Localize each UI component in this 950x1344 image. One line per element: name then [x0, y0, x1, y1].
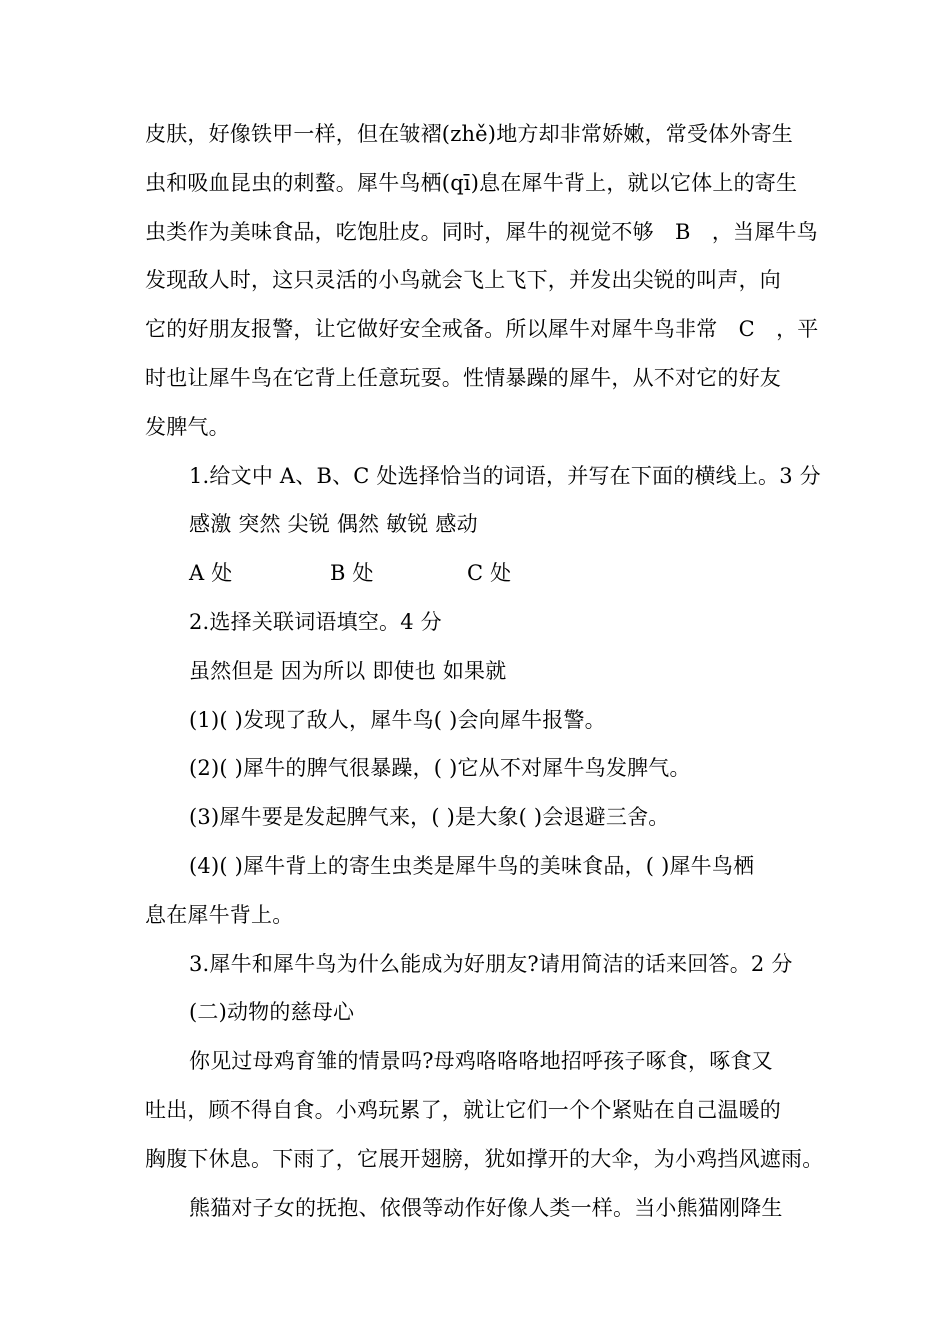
passage-line: 虫和吸血昆虫的刺螯。犀牛鸟栖(qī)息在犀牛背上，就以它体上的寄生 [145, 170, 798, 195]
question-1-prompt: 1.给文中 A、B、C 处选择恰当的词语，并写在下面的横线上。3 分 [189, 463, 821, 488]
question-2-prompt: 2.选择关联词语填空。4 分 [189, 609, 442, 634]
question-2-item-2: (2)( )犀牛的脾气很暴躁，( )它从不对犀牛鸟发脾气。 [189, 756, 691, 781]
question-3-prompt: 3.犀牛和犀牛鸟为什么能成为好朋友?请用简洁的话来回答。2 分 [189, 951, 793, 976]
paragraph-line: 你见过母鸡育雏的情景吗?母鸡咯咯咯地招呼孩子啄食，啄食又 [189, 1049, 773, 1074]
question-2-item-4-continued: 息在犀牛背上。 [145, 902, 294, 927]
question-2-item-4: (4)( )犀牛背上的寄生虫类是犀牛鸟的美味食品，( )犀牛鸟栖 [189, 853, 755, 878]
passage-line: 发脾气。 [145, 414, 230, 439]
passage-line: 时也让犀牛鸟在它背上任意玩耍。性情暴躁的犀牛，从不对它的好友 [145, 365, 781, 390]
paragraph-line: 吐出，顾不得自食。小鸡玩累了，就让它们一个个紧贴在自己温暖的 [145, 1097, 781, 1122]
document-body [145, 110, 824, 1232]
paragraph-line: 熊猫对子女的抚抱、依偎等动作好像人类一样。当小熊猫刚降生 [189, 1195, 783, 1220]
paragraph-line: 胸腹下休息。下雨了，它展开翅膀，犹如撑开的大伞，为小鸡挡风遮雨。 [145, 1146, 824, 1171]
question-2-item-3: (3)犀牛要是发起脾气来，( )是大象( )会退避三舍。 [189, 805, 670, 830]
passage-line: 它的好朋友报警，让它做好安全戒备。所以犀牛对犀牛鸟非常 C ，平 [145, 317, 819, 342]
question-1-answer-row [145, 549, 810, 598]
passage-line: 皮肤，好像铁甲一样，但在皱褶(zhě)地方却非常娇嫩，常受体外寄生 [145, 122, 793, 146]
answer-c-label: C 处 [467, 561, 512, 586]
passage-line: 发现敌人时，这只灵活的小鸟就会飞上飞下，并发出尖锐的叫声，向 [145, 268, 781, 293]
question-1-choices: 感激 突然 尖锐 偶然 敏锐 感动 [189, 512, 478, 537]
question-2-item-1: (1)( )发现了敌人，犀牛鸟( )会向犀牛报警。 [189, 707, 606, 732]
answer-b-label: B 处 [330, 561, 374, 586]
question-2-choices: 虽然但是 因为所以 即使也 如果就 [189, 658, 507, 683]
passage-line: 虫类作为美味食品，吃饱肚皮。同时，犀牛的视觉不够 B ，当犀牛鸟 [145, 219, 818, 244]
section-2-heading: (二)动物的慈母心 [189, 1000, 355, 1025]
answer-a-label: A 处 [189, 561, 233, 586]
